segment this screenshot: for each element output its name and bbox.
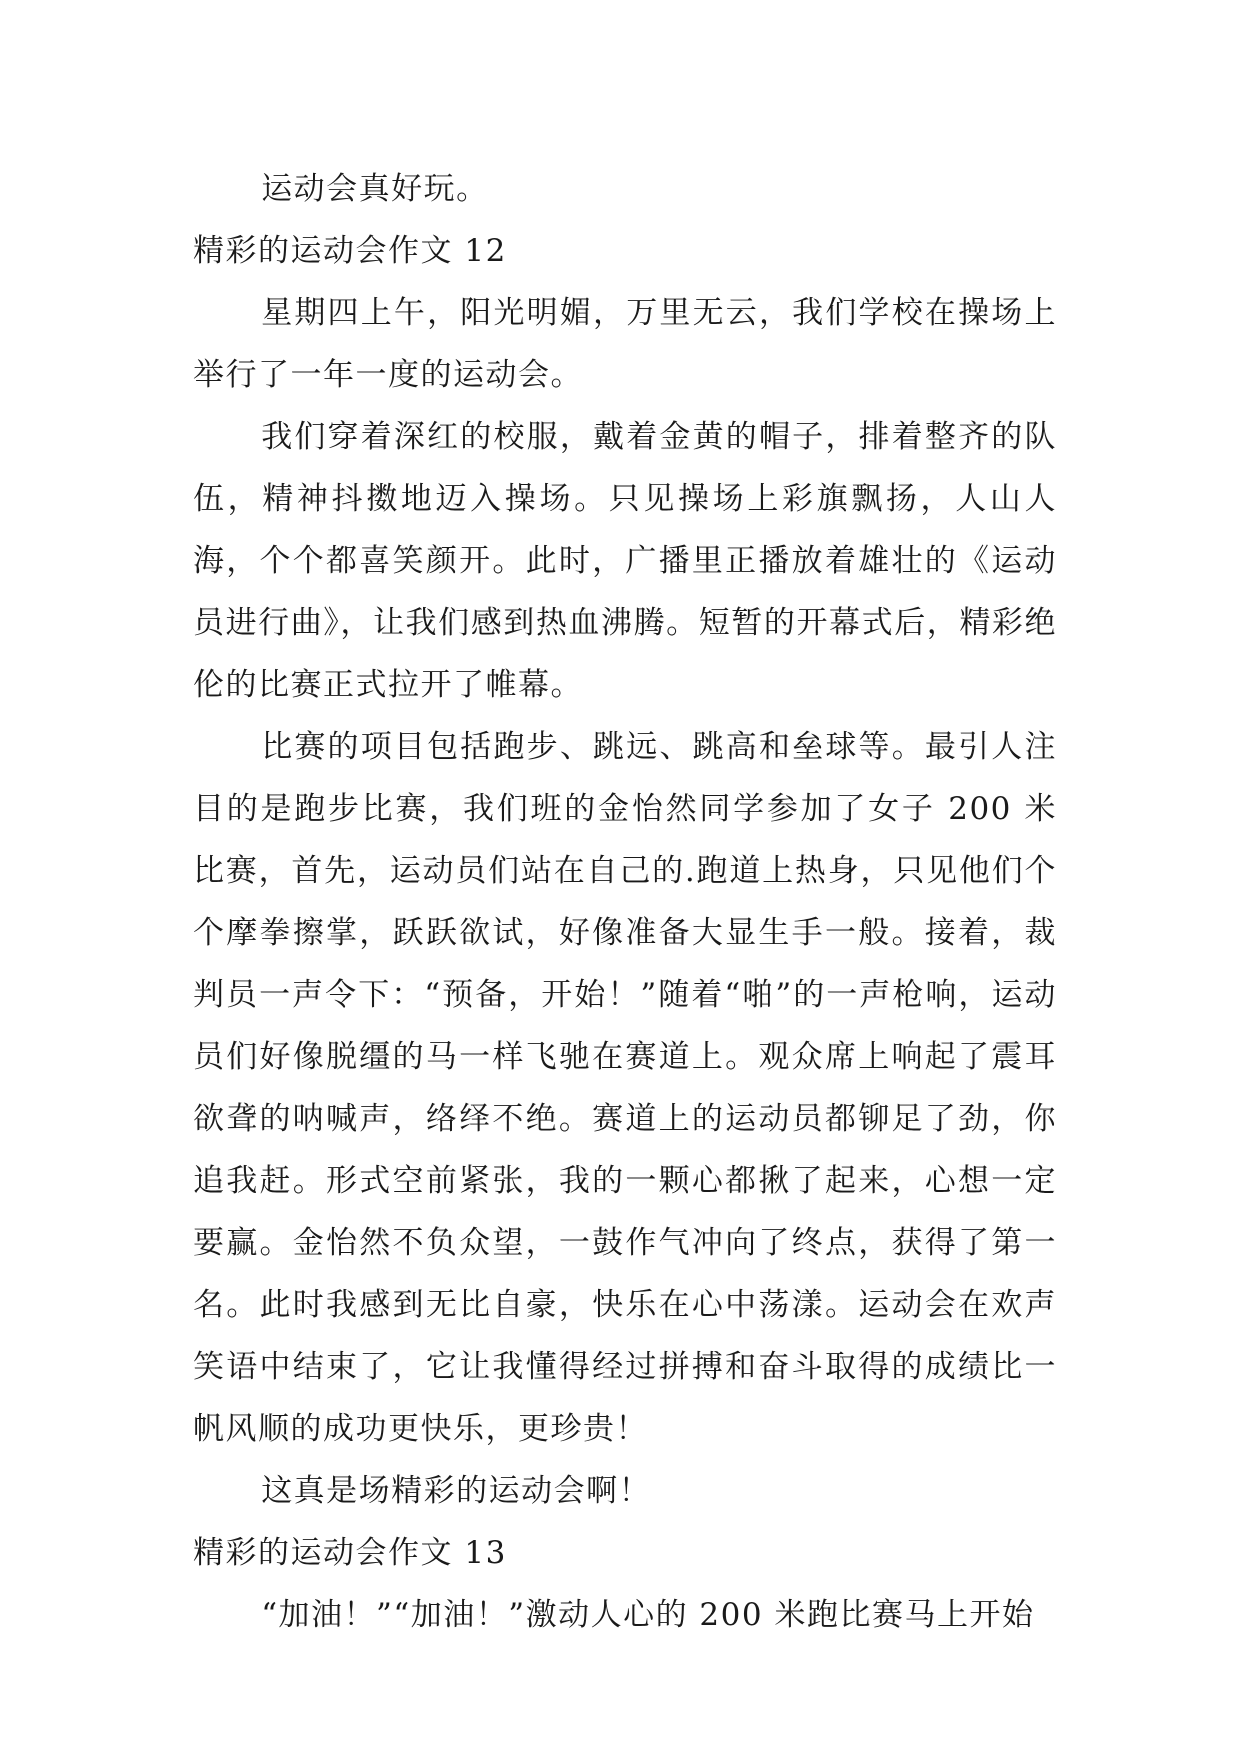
- paragraph-12-4: 这真是场精彩的运动会啊！: [261, 1473, 652, 1509]
- paragraph-12-1: 星期四上午，阳光明媚，万里无云，我们学校在操场上举行了一年一度的运动会。: [193, 295, 1057, 393]
- essay-title-12: 精彩的运动会作文 12: [193, 233, 507, 269]
- paragraph-13-1: “加油！”“加油！”激动人心的 200 米跑比赛马上开始: [261, 1597, 1035, 1633]
- essay-title-13: 精彩的运动会作文 13: [193, 1535, 507, 1571]
- paragraph-12-2: 我们穿着深红的校服，戴着金黄的帽子，排着整齐的队伍，精神抖擞地迈入操场。只见操场上彩旗飘扬，人山人海，个个都喜笑颜开。此时，广播里正播放着雄壮的《运动员进行曲》，让我们感到热血沸腾。短暂的开幕式后，精彩绝伦的比赛正式拉开了帷幕。: [193, 419, 1057, 703]
- paragraph-12-3: 比赛的项目包括跑步、跳远、跳高和垒球等。最引人注目的是跑步比赛，我们班的金怡然同学参加了女子 200 米比赛，首先，运动员们站在自己的.跑道上热身，只见他们个个摩拳擦掌，跃跃欲试，好像准备大显生手一般。接着，裁判员一声令下：“预备，开始！”随着“啪”的一声枪响，运动员们好像脱缰的马一样飞驰在赛道上。观众席上响起了震耳欲聋的呐喊声，络绎不绝。赛道上的运动员都铆足了劲，你追我赶。形式空前紧张，我的一颗心都揪了起来，心想一定要赢。金怡然不负众望，一鼓作气冲向了终点，获得了第一名。此时我感到无比自豪，快乐在心中荡漾。运动会在欢声笑语中结束了，它让我懂得经过拼搏和奋斗取得的成绩比一帆风顺的成功更快乐，更珍贵！: [193, 729, 1057, 1447]
- document-body: [193, 158, 1057, 1646]
- paragraph-closing-11: 运动会真好玩。: [261, 171, 489, 207]
